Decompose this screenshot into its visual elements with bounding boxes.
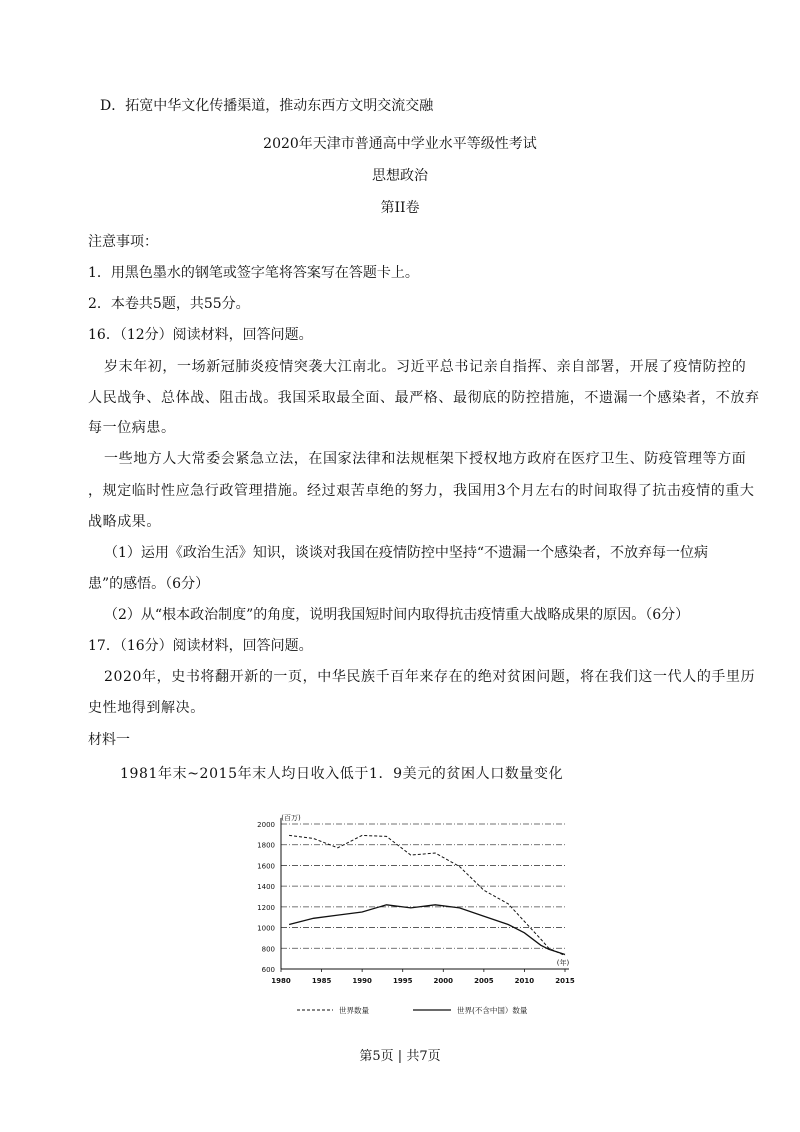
q16-header: 16．（12分）阅读材料，回答问题。	[88, 327, 313, 343]
notes-heading: 注意事项：	[88, 234, 158, 250]
q17-paragraph-line-1: 2020年，史书将翻开新的一页，中华民族千百年来存在的绝对贫困问题，将在我们这一代人的手里历	[104, 669, 756, 685]
volume-title: 第II卷	[380, 200, 420, 216]
y-tick-label-1200: 1200	[257, 903, 275, 912]
q17-header: 17．（16分）阅读材料，回答问题。	[88, 638, 313, 654]
legend-label-1: 世界数量	[339, 1006, 369, 1015]
x-tick-label-2000: 2000	[433, 977, 454, 985]
q17-paragraph-line-2: 史性地得到解决。	[88, 700, 205, 716]
note-2: 2．本卷共5题，共55分。	[88, 296, 250, 312]
q16-subquestion-1-line-2: 患”的感悟。（6分）	[88, 576, 210, 592]
x-tick-label-2010: 2010	[514, 977, 535, 985]
q16-paragraph-2-line-2: ，规定临时性应急行政管理措施。经过艰苦卓绝的努力，我国用3个月左右的时间取得了抗击疫情的重大	[88, 483, 755, 499]
x-tick-label-2015: 2015	[555, 977, 575, 985]
y-tick-label-800: 800	[261, 945, 275, 954]
q16-paragraph-2-line-1: 一些地方人大常委会紧急立法，在国家法律和法规框架下授权地方政府在医疗卫生、防疫管理等方面	[104, 451, 747, 467]
note-1: 1．用黑色墨水的钢笔或签字笔将答案写在答题卡上。	[88, 265, 419, 281]
x-tick-label-1985: 1985	[311, 977, 332, 985]
x-tick-label-1995: 1995	[392, 977, 413, 985]
q16-subquestion-2: （2）从“根本政治制度”的角度，说明我国短时间内取得抗击疫情重大战略成果的原因。（6分）	[104, 607, 690, 623]
x-axis-label: (年)	[556, 959, 570, 967]
series-line-1	[289, 835, 565, 955]
x-tick-label-1980: 1980	[271, 977, 291, 985]
y-axis-label: (百万)	[281, 814, 301, 822]
chart-caption: 1981年末~2015年末人均日收入低于1．9美元的贫困人口数量变化	[120, 766, 564, 782]
q16-paragraph-1-line-3: 每一位病患。	[88, 420, 176, 436]
q16-paragraph-2-line-3: 战略成果。	[88, 514, 161, 530]
page-footer: 第5页 | 共7页	[359, 1049, 441, 1064]
y-tick-label-1600: 1600	[257, 862, 275, 871]
exam-title: 2020年天津市普通高中学业水平等级性考试	[263, 136, 537, 152]
y-tick-label-600: 600	[261, 966, 275, 974]
y-tick-label-1800: 1800	[257, 841, 275, 850]
q16-paragraph-1-line-1: 岁末年初，一场新冠肺炎疫情突袭大江南北。习近平总书记亲自指挥、亲自部署，开展了疫情防控的	[104, 359, 747, 375]
q16-subquestion-1-line-1: （1）运用《政治生活》知识，谈谈对我国在疫情防控中坚持“不遗漏一个感染者，不放弃每一位病	[104, 545, 709, 561]
y-tick-label-2000: 2000	[257, 821, 275, 829]
y-tick-label-1400: 1400	[257, 883, 275, 892]
option-d: D．拓宽中华文化传播渠道，推动东西方文明交流交融	[100, 98, 434, 114]
x-tick-label-2005: 2005	[474, 977, 494, 985]
x-tick-label-1990: 1990	[352, 977, 372, 985]
series-line-2	[289, 905, 565, 955]
q16-paragraph-1-line-2: 人民战争、总体战、阻击战。我国采取最全面、最严格、最彻底的防控措施，不遗漏一个感染者，不放弃	[88, 390, 760, 406]
material-label: 材料一	[88, 732, 130, 748]
poverty-line-chart	[235, 812, 595, 1032]
subject-title: 思想政治	[372, 168, 428, 184]
legend-label-2: 世界(不含中国）数量	[457, 1006, 528, 1015]
y-tick-label-1000: 1000	[257, 924, 275, 933]
